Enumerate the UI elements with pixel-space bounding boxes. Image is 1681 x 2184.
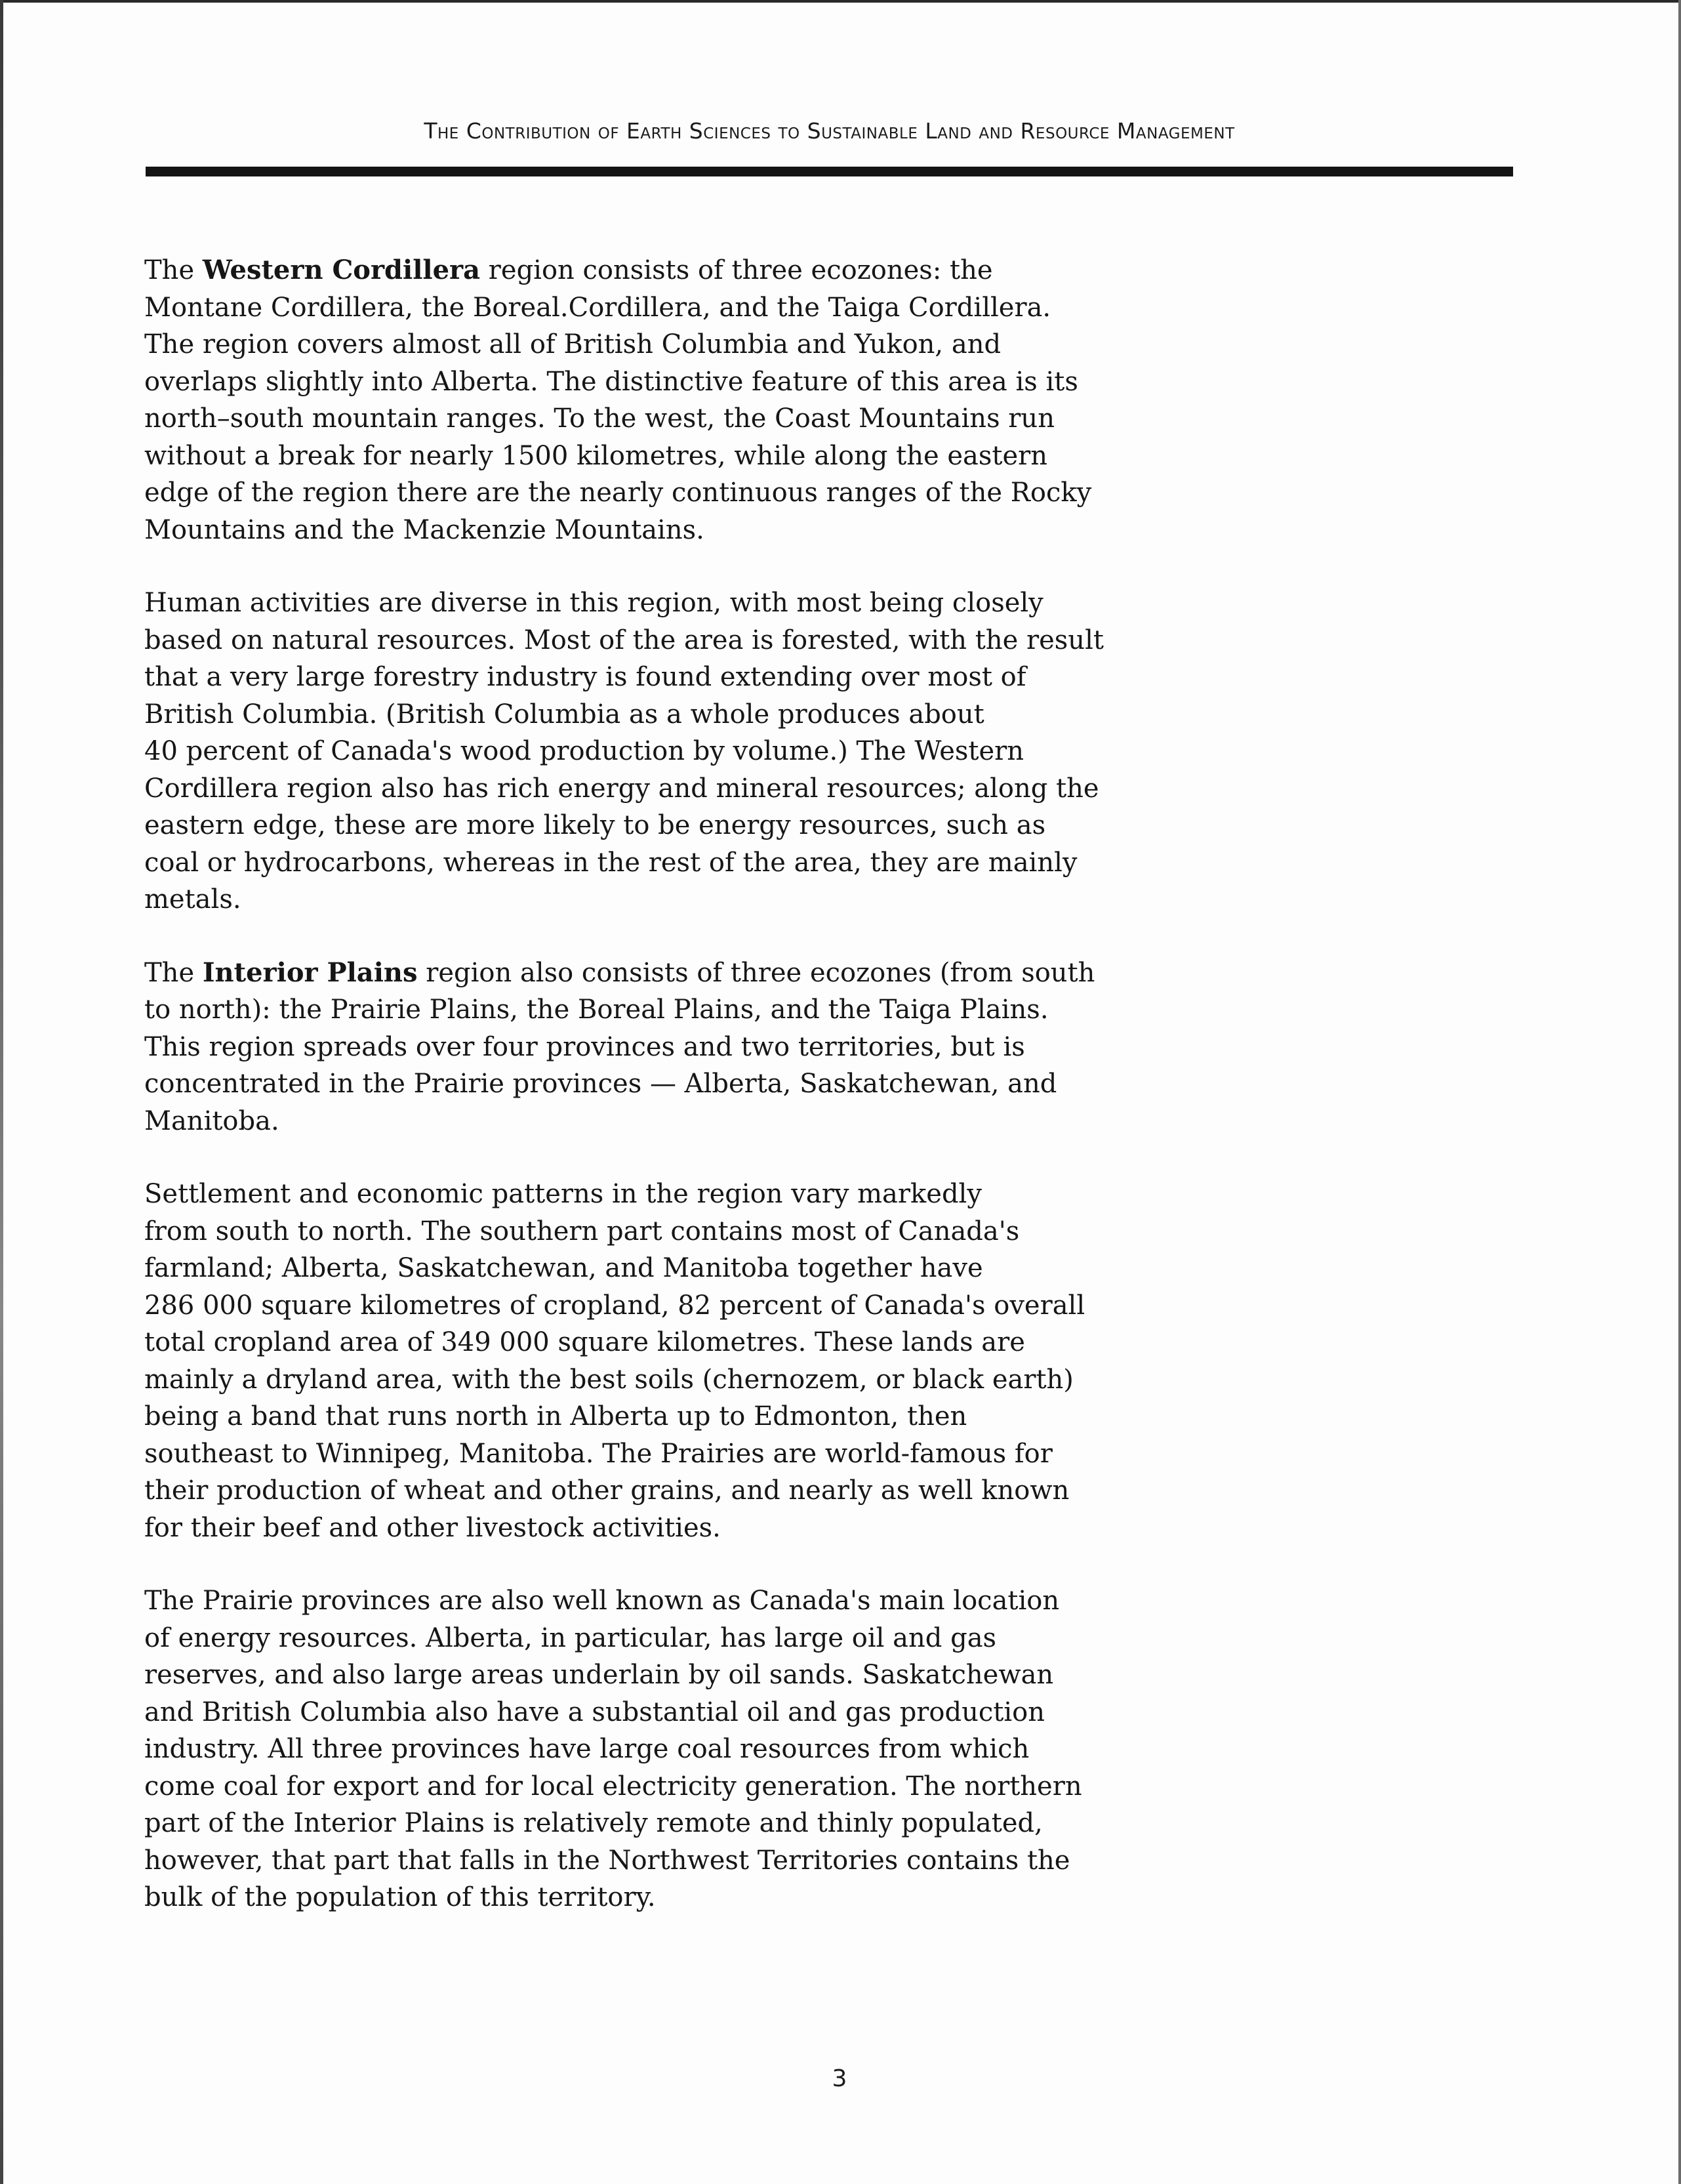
line-text: 40 percent of Canada's wood production by volume.) The Western: [144, 736, 1024, 766]
text-line: [144, 1731, 1076, 1768]
line-text: overlaps slightly into Alberta. The distinctive feature of this area is its: [144, 366, 1078, 397]
line-text: part of the Interior Plains is relatively remote and thinly populated,: [144, 1808, 1043, 1838]
line-text: eastern edge, these are more likely to be energy resources, such as: [144, 810, 1046, 840]
text-line: [144, 844, 1076, 882]
line-text: come coal for export and for local electricity generation. The northern: [144, 1771, 1082, 1802]
text-line: [144, 1287, 1085, 1325]
line-text: that a very large forestry industry is found extending over most of: [144, 662, 1026, 692]
text-line: [144, 1435, 1076, 1473]
line-text: edge of the region there are the nearly continuous ranges of the Rocky: [144, 478, 1092, 508]
line-text: The: [144, 255, 203, 285]
line-text: total cropland area of 349 000 square kilometres. These lands are: [144, 1327, 1025, 1357]
line-text: region consists of three ecozones: the: [480, 255, 993, 285]
text-line: [144, 1472, 1076, 1510]
text-line: [144, 438, 1076, 475]
line-text: The region covers almost all of British Columbia and Yukon, and: [144, 329, 1002, 360]
text-line: [144, 1065, 1076, 1103]
line-text: however, that part that falls in the Northwest Territories contains the: [144, 1845, 1070, 1876]
text-line: [144, 659, 1076, 696]
line-text: region also consists of three ecozones (from south: [417, 957, 1095, 988]
text-line: [144, 1805, 1076, 1842]
line-text: to north): the Prairie Plains, the Boreal Plains, and the Taiga Plains.: [144, 995, 1049, 1025]
line-text: based on natural resources. Most of the area is forested, with the result: [144, 625, 1104, 655]
line-text: Settlement and economic patterns in the region vary markedly: [144, 1179, 982, 1209]
text-line: [144, 1694, 1076, 1731]
text-line: [144, 622, 1104, 659]
line-text: being a band that runs north in Alberta up to Edmonton, then: [144, 1401, 967, 1432]
text-line: [144, 1620, 1076, 1657]
line-text: southeast to Winnipeg, Manitoba. The Prairies are world-famous for: [144, 1438, 1053, 1469]
text-line: [144, 881, 1076, 918]
text-line: [144, 955, 1095, 992]
text-line: [144, 991, 1076, 1029]
text-line: [144, 1510, 1076, 1547]
text-line: [144, 474, 1092, 512]
line-text: farmland; Alberta, Saskatchewan, and Manitoba together have: [144, 1253, 983, 1283]
text-line: [144, 807, 1076, 844]
paragraph: [144, 585, 1104, 918]
line-text: from south to north. The southern part contains most of Canada's: [144, 1216, 1020, 1247]
text-line: [144, 1029, 1076, 1066]
line-text: reserves, and also large areas underlain by oil sands. Saskatchewan: [144, 1660, 1054, 1690]
text-line: [144, 252, 1076, 289]
line-text: metals.: [144, 884, 241, 915]
line-text: Mountains and the Mackenzie Mountains.: [144, 514, 704, 545]
header-rule: [146, 167, 1513, 176]
bold-term: Western Cordillera: [202, 255, 481, 285]
paragraph: [144, 955, 1095, 1140]
line-text: Human activities are diverse in this region, with most being closely: [144, 588, 1043, 618]
line-text: of energy resources. Alberta, in particular, has large oil and gas: [144, 1622, 997, 1653]
paragraph: [144, 1176, 1085, 1546]
running-head: The Contribution of Earth Sciences to Sustainable Land and Resource Management: [424, 118, 1235, 144]
paragraph: [144, 1582, 1082, 1916]
text-line: [144, 1361, 1076, 1399]
text-line: [144, 770, 1099, 808]
text-line: [144, 1250, 1076, 1287]
text-line: [144, 289, 1076, 327]
line-text: and British Columbia also have a substantial oil and gas production: [144, 1697, 1045, 1727]
line-text: bulk of the population of this territory.: [144, 1882, 656, 1912]
line-text: coal or hydrocarbons, whereas in the rest of the area, they are mainly: [144, 847, 1078, 878]
line-text: Cordillera region also has rich energy and mineral resources; along the: [144, 773, 1099, 804]
line-text: mainly a dryland area, with the best soils (chernozem, or black earth): [144, 1364, 1074, 1395]
line-text: Montane Cordillera, the Boreal.Cordillera, and the Taiga Cordillera.: [144, 292, 1051, 323]
line-text: The: [144, 957, 203, 988]
text-line: [144, 1176, 1076, 1213]
paragraph: [144, 252, 1092, 548]
text-line: [144, 1842, 1076, 1880]
text-line: [144, 1879, 1076, 1916]
text-line: [144, 733, 1076, 770]
text-line: [144, 696, 1076, 733]
text-line: [144, 1768, 1082, 1805]
text-line: [144, 326, 1076, 363]
page-number: 3: [832, 2065, 847, 2092]
line-text: for their beef and other livestock activities.: [144, 1512, 721, 1543]
text-line: [144, 512, 1076, 549]
text-line: [144, 1582, 1076, 1620]
line-text: concentrated in the Prairie provinces — Alberta, Saskatchewan, and: [144, 1069, 1057, 1099]
line-text: without a break for nearly 1500 kilometres, while along the eastern: [144, 440, 1048, 471]
body-text: [144, 252, 1104, 1952]
line-text: British Columbia. (British Columbia as a whole produces about: [144, 699, 984, 730]
scan-edge-top: [0, 0, 1681, 3]
text-line: [144, 400, 1076, 438]
line-text: This region spreads over four provinces and two territories, but is: [144, 1031, 1025, 1062]
line-text: north–south mountain ranges. To the west, the Coast Mountains run: [144, 403, 1055, 434]
line-text: Manitoba.: [144, 1105, 279, 1136]
line-text: The Prairie provinces are also well known as Canada's main location: [144, 1586, 1060, 1616]
scan-edge-right: [1678, 0, 1681, 2184]
text-line: [144, 1398, 1076, 1435]
text-line: [144, 1213, 1076, 1250]
line-text: 286 000 square kilometres of cropland, 82 percent of Canada's overall: [144, 1290, 1085, 1321]
text-line: [144, 363, 1076, 401]
text-line: [144, 585, 1076, 622]
text-line: [144, 1324, 1076, 1361]
scan-edge-left: [0, 0, 3, 2184]
text-line: [144, 1657, 1076, 1694]
line-text: industry. All three provinces have large coal resources from which: [144, 1734, 1030, 1764]
text-line: [144, 1103, 1076, 1140]
bold-term: Interior Plains: [202, 957, 418, 988]
line-text: their production of wheat and other grains, and nearly as well known: [144, 1475, 1070, 1506]
